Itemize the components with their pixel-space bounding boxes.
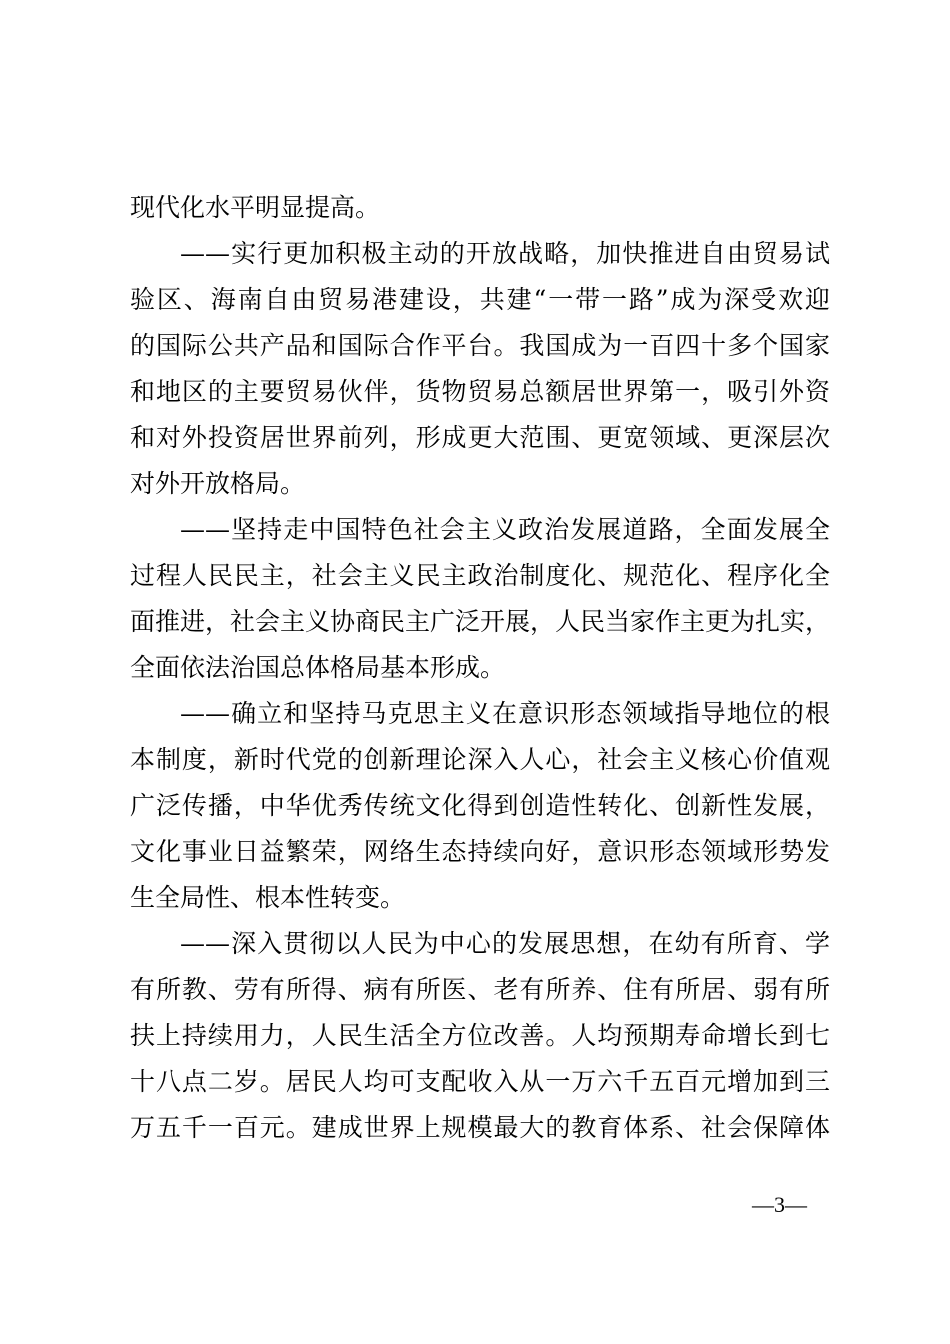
text-line: 扶上持续用力，人民生活全方位改善。人均预期寿命增长到七 xyxy=(130,1021,830,1050)
document-body xyxy=(130,185,830,1151)
text-line: 十八点二岁。居民人均可支配收入从一万六千五百元增加到三 xyxy=(130,1067,830,1096)
page-number: —3— xyxy=(752,1192,807,1217)
text-line: 本制度，新时代党的创新理论深入人心，社会主义核心价值观 xyxy=(130,745,830,774)
text-line: 的国际公共产品和国际合作平台。我国成为一百四十多个国家 xyxy=(130,331,830,360)
text-line: 全面依法治国总体格局基本形成。 xyxy=(130,653,506,682)
paragraph xyxy=(130,921,830,1151)
text-line: 现代化水平明显提高。 xyxy=(130,193,381,222)
text-line: 面推进，社会主义协商民主广泛开展，人民当家作主更为扎实， xyxy=(130,607,831,636)
text-line: 过程人民民主，社会主义民主政治制度化、规范化、程序化全 xyxy=(130,561,830,590)
paragraph xyxy=(130,185,830,231)
text-line: ——深入贯彻以人民为中心的发展思想，在幼有所育、学 xyxy=(180,929,830,958)
text-line: 验区、海南自由贸易港建设，共建“一带一路”成为深受欢迎 xyxy=(130,285,830,314)
text-line: 和地区的主要贸易伙伴，货物贸易总额居世界第一，吸引外资 xyxy=(130,377,830,406)
text-line: 广泛传播，中华优秀传统文化得到创造性转化、创新性发展， xyxy=(130,791,830,820)
text-line: 万五千一百元。建成世界上规模最大的教育体系、社会保障体 xyxy=(130,1113,830,1142)
text-line: 对外开放格局。 xyxy=(130,469,306,498)
paragraph xyxy=(130,507,830,691)
paragraph xyxy=(130,231,830,507)
paragraph xyxy=(130,691,830,921)
text-line: ——坚持走中国特色社会主义政治发展道路，全面发展全 xyxy=(180,515,830,544)
text-line: ——确立和坚持马克思主义在意识形态领域指导地位的根 xyxy=(180,699,830,728)
text-line: 生全局性、根本性转变。 xyxy=(130,883,406,912)
text-line: 文化事业日益繁荣，网络生态持续向好，意识形态领域形势发 xyxy=(130,837,830,866)
text-line: 有所教、劳有所得、病有所医、老有所养、住有所居、弱有所 xyxy=(130,975,830,1004)
text-line: ——实行更加积极主动的开放战略，加快推进自由贸易试 xyxy=(180,239,830,268)
text-line: 和对外投资居世界前列，形成更大范围、更宽领域、更深层次 xyxy=(130,423,830,452)
